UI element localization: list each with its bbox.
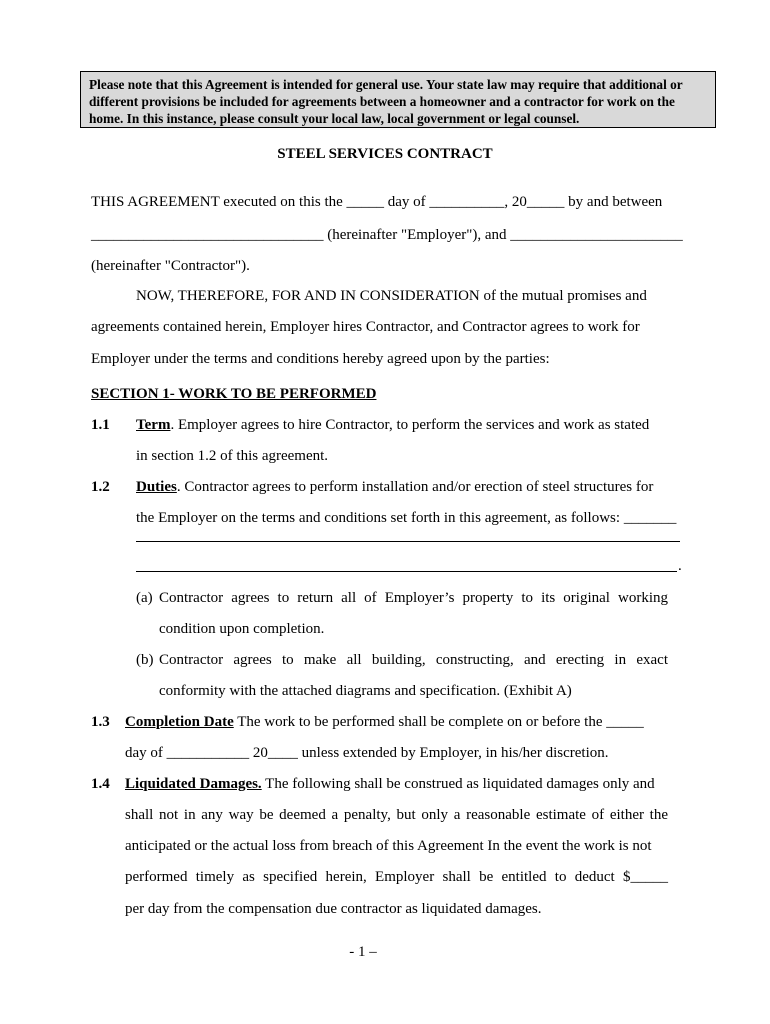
clause-1-2-line-2: the Employer on the terms and conditions set forth in this agreement, as follows: _______ xyxy=(136,510,677,526)
duties-blank-line-2 xyxy=(136,571,677,572)
notice-line-1: Please note that this Agreement is intended for general use. Your state law may require that additional or xyxy=(89,77,683,92)
duties-blank-line-1 xyxy=(136,541,680,542)
clause-1-1-title: Term xyxy=(136,417,171,433)
intro-line-1: THIS AGREEMENT executed on this the _____ day of __________, 20_____ by and between xyxy=(91,194,663,210)
clause-1-4-line-5: per day from the compensation due contractor as liquidated damages. xyxy=(125,901,542,917)
notice-line-3: home. In this instance, please consult your local law, local government or legal counsel. xyxy=(89,111,580,126)
clause-1-2-title: Duties xyxy=(136,479,177,495)
clause-1-1-number: 1.1 xyxy=(91,417,110,433)
clause-1-3-title: Completion Date xyxy=(125,714,234,730)
consideration-line-2: agreements contained herein, Employer hires Contractor, and Contractor agrees to work for xyxy=(91,319,640,335)
consideration-line-3: Employer under the terms and conditions hereby agreed upon by the parties: xyxy=(91,351,550,367)
clause-1-4-line-2: shall not in any way be deemed a penalty, but only a reasonable estimate of either the xyxy=(125,807,668,823)
clause-1-3-number: 1.3 xyxy=(91,714,110,730)
clause-1-4-title: Liquidated Damages. xyxy=(125,776,262,792)
page-number: - 1 – xyxy=(349,944,377,960)
document-title: STEEL SERVICES CONTRACT xyxy=(277,146,493,162)
intro-line-3: (hereinafter "Contractor"). xyxy=(91,258,250,274)
clause-1-4-text: The following shall be construed as liquidated damages only and xyxy=(261,776,655,792)
item-b-line-2: conformity with the attached diagrams and specification. (Exhibit A) xyxy=(159,683,572,699)
clause-1-4-line-1 xyxy=(125,775,655,793)
clause-1-3-line-1 xyxy=(125,713,644,731)
clause-1-4-number: 1.4 xyxy=(91,776,110,792)
clause-1-4-line-3: anticipated or the actual loss from breach of this Agreement In the event the work is not xyxy=(125,838,652,854)
duties-period: . xyxy=(678,558,682,574)
clause-1-2-text: . Contractor agrees to perform installation and/or erection of steel structures for xyxy=(176,479,654,495)
clause-1-2-line-1 xyxy=(136,478,653,496)
clause-1-1-line-1 xyxy=(136,416,649,434)
item-a-line-2: condition upon completion. xyxy=(159,621,325,637)
section-1-heading: SECTION 1- WORK TO BE PERFORMED xyxy=(91,386,377,402)
item-b-label: (b) xyxy=(136,652,154,668)
clause-1-3-text: The work to be performed shall be complete on or before the _____ xyxy=(233,714,644,730)
item-a-line-1: Contractor agrees to return all of Employer’s property to its original working xyxy=(159,590,668,606)
clause-1-1-text: . Employer agrees to hire Contractor, to perform the services and work as stated xyxy=(170,417,650,433)
clause-1-2-number: 1.2 xyxy=(91,479,110,495)
item-b-line-1: Contractor agrees to make all building, constructing, and erecting in exact xyxy=(159,652,668,668)
general-use-notice xyxy=(80,71,716,128)
intro-line-2: _______________________________ (hereinafter "Employer"), and _______________________ xyxy=(91,227,683,243)
clause-1-3-line-2: day of ___________ 20____ unless extended by Employer, in his/her discretion. xyxy=(125,745,609,761)
consideration-line-1: NOW, THEREFORE, FOR AND IN CONSIDERATION of the mutual promises and xyxy=(136,288,647,304)
clause-1-1-line-2: in section 1.2 of this agreement. xyxy=(136,448,329,464)
item-a-label: (a) xyxy=(136,590,153,606)
clause-1-4-line-4: performed timely as specified herein, Employer shall be entitled to deduct $_____ xyxy=(125,869,668,885)
notice-line-2: different provisions be included for agreements between a homeowner and a contractor for work on the xyxy=(89,94,675,109)
